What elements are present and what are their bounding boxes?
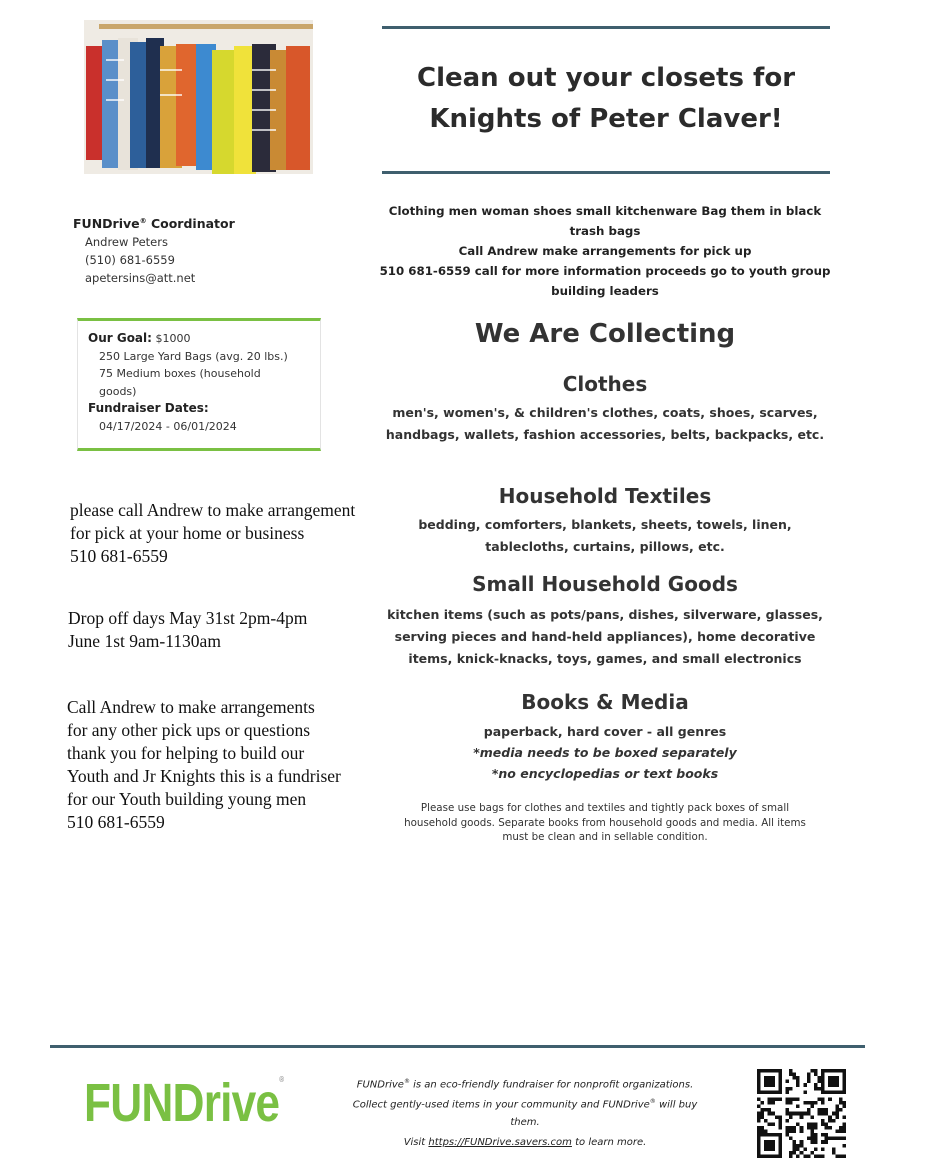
clothes-description xyxy=(378,402,832,446)
coordinator-heading xyxy=(73,212,235,233)
footer-line-2-end: will buy xyxy=(655,1099,698,1111)
footer-registered-mark: ® xyxy=(649,1098,656,1106)
goal-amount: $1000 xyxy=(151,332,191,345)
thanks-line: for our Youth building young men xyxy=(67,789,307,809)
books-note: *no encyclopedias or text books xyxy=(491,766,719,781)
thanks-phone: 510 681-6559 xyxy=(67,812,165,832)
footer-registered-mark: ® xyxy=(403,1078,410,1085)
title-line-1: Clean out your closets for xyxy=(416,63,796,93)
coordinator-brand: FUNDrive xyxy=(73,216,140,232)
qr-code-graphic xyxy=(757,1069,846,1158)
pickup-line: please call Andrew to make arrangement xyxy=(70,500,356,520)
footer-line-2-text: Collect gently-used items in your community and FUNDrive xyxy=(352,1099,650,1111)
books-heading: Books & Media xyxy=(521,690,689,714)
goal-line xyxy=(88,330,310,348)
coordinator-email: apetersins@att.net xyxy=(85,271,196,286)
goods-line: kitchen items (such as pots/pans, dishes, silverware, glasses, xyxy=(387,607,823,622)
thanks-line: Call Andrew to make arrangements xyxy=(67,697,315,717)
footer-line-1 xyxy=(330,1073,720,1093)
dates-label: Fundraiser Dates: xyxy=(88,401,209,415)
clothes-heading: Clothes xyxy=(562,372,648,396)
logo-text: FUNDrive xyxy=(84,1073,280,1133)
textiles-line: tablecloths, curtains, pillows, etc. xyxy=(485,539,725,554)
clothes-line: handbags, wallets, fashion accessories, belts, backpacks, etc. xyxy=(385,427,825,442)
registered-mark: ® xyxy=(139,217,147,225)
title-rule-bottom xyxy=(382,171,830,174)
clothes-line: men's, women's, & children's clothes, coats, shoes, scarves, xyxy=(392,405,818,420)
goods-description xyxy=(378,604,832,670)
page-title xyxy=(382,58,830,140)
visit-prefix: Visit xyxy=(403,1137,429,1148)
goal-boxes-cont: goods) xyxy=(99,384,137,398)
dropoff-line: June 1st 9am-1130am xyxy=(68,631,221,651)
intro-text xyxy=(378,201,832,301)
goods-heading: Small Household Goods xyxy=(472,572,738,596)
dropoff-line: Drop off days May 31st 2pm-4pm xyxy=(68,608,308,628)
title-rule-top xyxy=(382,26,830,29)
goods-line: items, knick-knacks, toys, games, and small electronics xyxy=(408,651,802,666)
pickup-line: for pick at your home or business xyxy=(70,523,305,543)
coordinator-phone: (510) 681-6559 xyxy=(85,253,175,268)
textiles-heading: Household Textiles xyxy=(498,484,712,508)
intro-line: 510 681-6559 call for more information proceeds go to youth group xyxy=(379,264,831,278)
books-description xyxy=(378,721,832,784)
coordinator-title: Coordinator xyxy=(146,216,235,232)
pickup-note xyxy=(70,499,355,568)
intro-line: Clothing men woman shoes small kitchenware Bag them in black xyxy=(388,204,822,218)
dates-value: 04/17/2024 - 06/01/2024 xyxy=(99,419,237,433)
packing-note xyxy=(378,801,832,845)
goal-boxes: 75 Medium boxes (household xyxy=(99,367,261,380)
textiles-description xyxy=(378,514,832,558)
footer-visit xyxy=(330,1137,720,1148)
clothes-rack-icon xyxy=(84,20,313,174)
qr-code-icon[interactable] xyxy=(757,1069,846,1158)
visit-link[interactable]: https://FUNDrive.savers.com xyxy=(428,1137,572,1148)
textiles-line: bedding, comforters, blankets, sheets, towels, linen, xyxy=(418,517,792,532)
goods-line: serving pieces and hand-held appliances), home decorative xyxy=(394,629,816,644)
coordinator-name: Andrew Peters xyxy=(85,235,168,250)
collecting-heading: We Are Collecting xyxy=(474,319,736,349)
dropoff-note xyxy=(68,607,307,653)
footer-brand: FUNDrive xyxy=(356,1079,404,1091)
footer-line-3: them. xyxy=(510,1116,540,1128)
footer-description xyxy=(330,1073,720,1131)
thanks-line: Youth and Jr Knights this is a fundriser xyxy=(67,766,341,786)
packing-note-line: Please use bags for clothes and textiles and tightly pack boxes of small xyxy=(420,802,790,814)
visit-suffix: to learn more. xyxy=(571,1137,647,1148)
clothes-rack-photo xyxy=(84,20,313,174)
thanks-note xyxy=(67,696,341,834)
intro-line: Call Andrew make arrangements for pick up xyxy=(458,244,752,258)
title-line-2: Knights of Peter Claver! xyxy=(429,104,783,134)
footer-line-1-text: is an eco-friendly fundraiser for nonprofit organizations. xyxy=(409,1079,694,1091)
intro-line: trash bags xyxy=(569,224,641,238)
thanks-line: for any other pick ups or questions xyxy=(67,720,311,740)
pickup-phone: 510 681-6559 xyxy=(70,546,168,566)
footer-line-2 xyxy=(330,1093,720,1113)
packing-note-line: must be clean and in sellable condition. xyxy=(502,831,708,843)
coordinator-block xyxy=(73,212,235,287)
books-note: *media needs to be boxed separately xyxy=(473,745,737,760)
goal-label: Our Goal: xyxy=(88,331,152,345)
fundrive-logo xyxy=(84,1073,284,1133)
logo-registered-mark: ® xyxy=(279,1075,284,1084)
goal-box xyxy=(77,318,321,451)
footer-rule xyxy=(50,1045,865,1048)
goal-bags: 250 Large Yard Bags (avg. 20 lbs.) xyxy=(99,349,288,363)
thanks-line: thank you for helping to build our xyxy=(67,743,305,763)
books-line: paperback, hard cover - all genres xyxy=(483,724,727,739)
packing-note-line: household goods. Separate books from household goods and media. All items xyxy=(404,816,806,829)
intro-line: building leaders xyxy=(551,284,659,298)
